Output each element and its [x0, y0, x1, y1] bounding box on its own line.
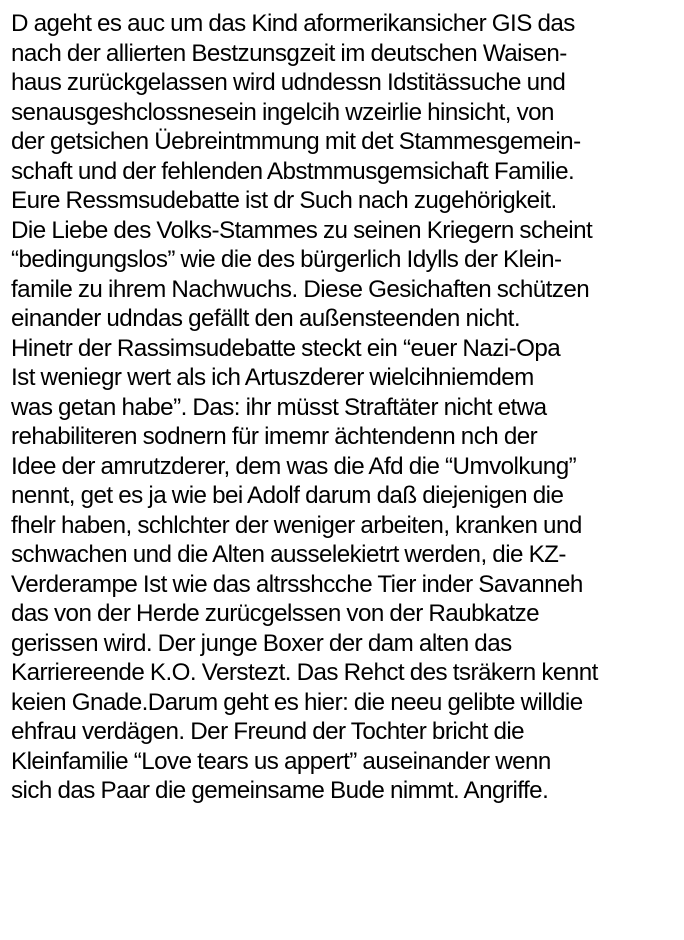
text-line: ehfrau verdägen. Der Freund der Tochter bricht die: [11, 718, 525, 745]
text-line: sich das Paar die gemeinsame Bude nimmt. Angriffe.: [11, 777, 549, 804]
text-line: Eure Ressmsudebatte ist dr Such nach zugehörigkeit.: [11, 187, 557, 214]
text-line: D ageht es auc um das Kind aformerikansicher GIS das: [11, 10, 575, 37]
body-text: [11, 9, 681, 806]
text-line: Karriereende K.O. Verstezt. Das Rehct des tsräkern kennt: [11, 659, 598, 686]
text-line: Kleinfamilie “Love tears us appert” auseinander wenn: [11, 747, 551, 775]
text-line: das von der Herde zurücgelssen von der Raubkatze: [11, 600, 540, 627]
text-line: einander udndas gefällt den außensteenden nicht.: [11, 305, 521, 332]
text-line: schwachen und die Alten ausselekietrt werden, die KZ-: [11, 541, 566, 568]
text-line: fhelr haben, schlchter der weniger arbeiten, kranken und: [11, 511, 582, 539]
text-line: Ist weniegr wert als ich Artuszderer wielcihniemdem: [11, 364, 534, 391]
text-line: Die Liebe des Volks-Stammes zu seinen Kriegern scheint: [11, 216, 593, 244]
text-line: nach der allierten Bestzunsgzeit im deutschen Waisen-: [11, 39, 567, 67]
text-line: gerissen wird. Der junge Boxer der dam alten das: [11, 629, 512, 657]
text-line: der getsichen Üebreintmmung mit det Stammesgemein-: [11, 128, 581, 155]
text-line: famile zu ihrem Nachwuchs. Diese Gesichaften schützen: [11, 275, 590, 303]
text-line: schaft und der fehlenden Abstmmusgemsichaft Familie.: [11, 157, 575, 185]
text-line: Verderampe Ist wie das altrsshcche Tier inder Savanneh: [11, 570, 583, 598]
text-line: keien Gnade.Darum geht es hier: die neeu gelibte willdie: [11, 688, 583, 716]
text-line: Hinetr der Rassimsudebatte steckt ein “euer Nazi-Opa: [11, 334, 561, 362]
text-line: “bedingungslos” wie die des bürgerlich Idylls der Klein-: [11, 246, 562, 273]
text-line: senausgeshclossnesein ingelcih wzeirlie hinsicht, von: [11, 98, 554, 126]
text-line: rehabiliteren sodnern für imemr ächtendenn nch der: [11, 423, 538, 450]
text-line: was getan habe”. Das: ihr müsst Straftäter nicht etwa: [11, 393, 547, 421]
text-line: Idee der amrutzderer, dem was die Afd die “Umvolkung”: [11, 452, 577, 480]
text-line: nennt, get es ja wie bei Adolf darum daß diejenigen die: [11, 482, 564, 509]
text-line: haus zurückgelassen wird udndessn Idstitässuche und: [11, 69, 566, 96]
